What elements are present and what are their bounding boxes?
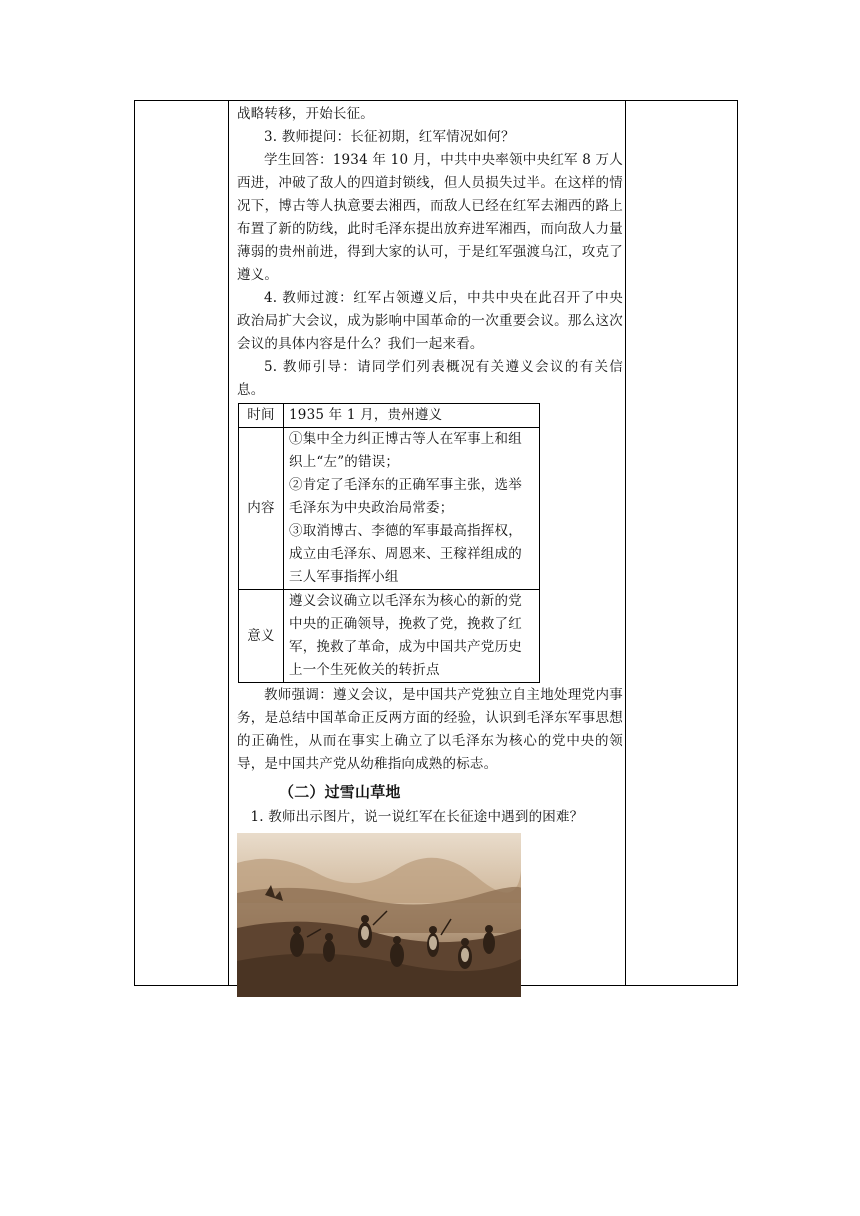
section-heading: （二）过雪山草地 [279,783,401,801]
content-label: 内容 [239,428,284,590]
paragraph: 学生回答：1934 年 10 月，中共中央率领中央红军 8 万人西进，冲破了敌人的四道封锁线，但人员损失过半。在这样的情况下，博古等人执意要去湘西，而敌人已经在红军去湘西的路上布置了新的防线，此时毛泽东提出放弃进军湘西，而向敌人力量薄弱的贵州前进，得到大家的认可，于是红军强渡乌江，攻克了遵义。 [237,152,623,283]
content-item: ①集中全力纠正博古等人在军事上和组织上“左”的错误； [289,431,522,470]
column-divider [228,101,229,985]
meaning-label: 意义 [239,590,284,683]
paragraph: 战略转移，开始长征。 [237,106,374,122]
paragraph: 4. 教师过渡：红军占领遵义后，中共中央在此召开了中央政治局扩大会议，成为影响中国革命的一次重要会议。那么这次会议的具体内容是什么？我们一起来看。 [237,290,623,352]
paragraph: 教师强调：遵义会议，是中国共产党独立自主地处理党内事务，是总结中国革命正反两方面的经验，认识到毛泽东军事思想的正确性，从而在事实上确立了以毛泽东为核心的党中央的领导，是中国共产党从幼稚指向成熟的标志。 [237,687,623,772]
content-item: ③取消博古、李德的军事最高指挥权，成立由毛泽东、周恩来、王稼祥组成的三人军事指挥小组 [289,523,522,585]
lesson-table [134,100,738,986]
paragraph: 5. 教师引导：请同学们列表概况有关遵义会议的有关信息。 [237,359,623,398]
content-value [284,428,540,590]
time-label: 时间 [239,404,284,428]
meaning-value: 遵义会议确立以毛泽东为核心的新的党中央的正确领导，挽救了党，挽救了红军，挽救了革命，成为中国共产党历史上一个生死攸关的转折点 [284,590,540,683]
long-march-illustration [237,833,521,997]
lesson-content-cell [237,103,623,997]
table-row [239,428,540,590]
time-value: 1935 年 1 月，贵州遵义 [284,404,540,428]
content-item: ②肯定了毛泽东的正确军事主张，选举毛泽东为中央政治局常委； [289,477,522,516]
column-divider [625,101,626,985]
table-row [239,404,540,428]
table-row [239,590,540,683]
zunyi-meeting-table [238,403,540,683]
paragraph: 3. 教师提问：长征初期，红军情况如何？ [264,129,515,145]
paragraph: 1. 教师出示图片，说一说红军在长征途中遇到的困难？ [250,809,584,825]
